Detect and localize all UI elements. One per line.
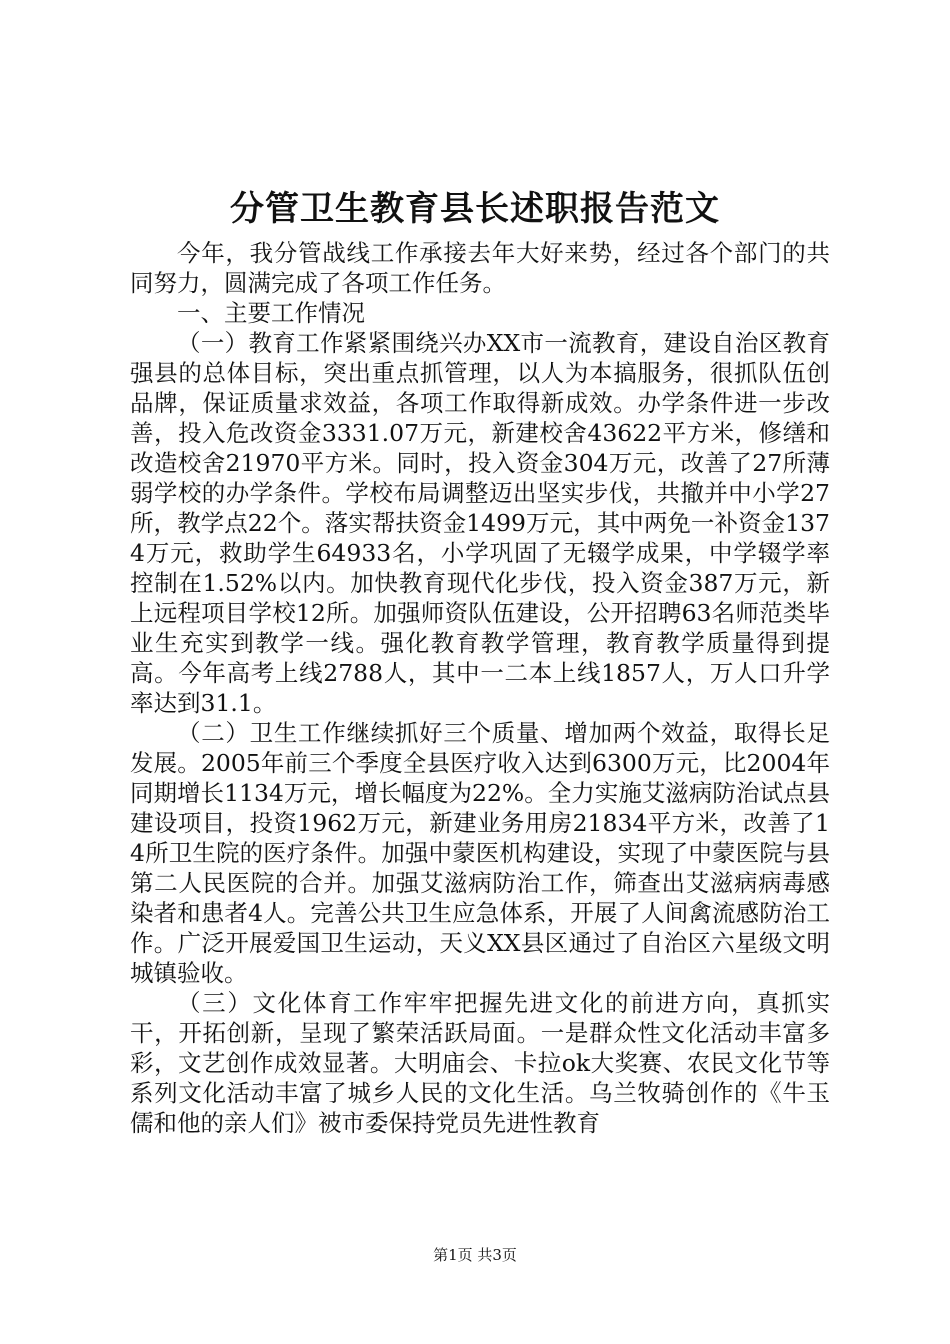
section-heading: 一、主要工作情况 xyxy=(177,299,365,327)
culture-paragraph: （三）文化体育工作牢牢把握先进文化的前进方向，真抓实干，开拓创新，呈现了繁荣活跃局面。一是群众性文化活动丰富多彩，文艺创作成效显著。大明庙会、卡拉ok大奖赛、农民文化节等系列文化活动丰富了城乡人民的文化生活。乌兰牧骑创作的《牛玉儒和他的亲人们》被市委保持党员先进性教育 xyxy=(130,989,830,1137)
document-title: 分管卫生教育县长述职报告范文 xyxy=(230,189,720,229)
document-body xyxy=(130,238,830,1138)
health-paragraph: （二）卫生工作继续抓好三个质量、增加两个效益，取得长足发展。2005年前三个季度全县医疗收入达到6300万元，比2004年同期增长1134万元，增长幅度为22%。全力实施艾滋病防治试点县建设项目，投资1962万元，新建业务用房21834平方米，改善了14所卫生院的医疗条件。加强中蒙医机构建设，实现了中蒙医院与县第二人民医院的合并。加强艾滋病防治工作，筛查出艾滋病病毒感染者和患者4人。完善公共卫生应急体系，开展了人间禽流感防治工作。广泛开展爱国卫生运动，天义XX县区通过了自治区六星级文明城镇验收。 xyxy=(130,719,830,987)
intro-paragraph: 今年，我分管战线工作承接去年大好来势，经过各个部门的共同努力，圆满完成了各项工作任务。 xyxy=(130,239,830,297)
page-number-footer: 第1页 共3页 xyxy=(433,1246,517,1264)
education-paragraph: （一）教育工作紧紧围绕兴办XX市一流教育，建设自治区教育强县的总体目标，突出重点抓管理，以人为本搞服务，很抓队伍创品牌，保证质量求效益，各项工作取得新成效。办学条件进一步改善，投入危改资金3331.07万元，新建校舍43622平方米，修缮和改造校舍21970平方米。同时，投入资金304万元，改善了27所薄弱学校的办学条件。学校布局调整迈出坚实步伐，共撤并中小学27所，教学点22个。落实帮扶资金1499万元，其中两免一补资金1374万元，救助学生64933名，小学巩固了无辍学成果，中学辍学率控制在1.52%以内。加快教育现代化步伐，投入资金387万元，新上远程项目学校12所。加强师资队伍建设，公开招聘63名师范类毕业生充实到教学一线。强化教育教学管理，教育教学质量得到提高。今年高考上线2788人，其中一二本上线1857人，万人口升学率达到31.1。 xyxy=(130,329,830,717)
